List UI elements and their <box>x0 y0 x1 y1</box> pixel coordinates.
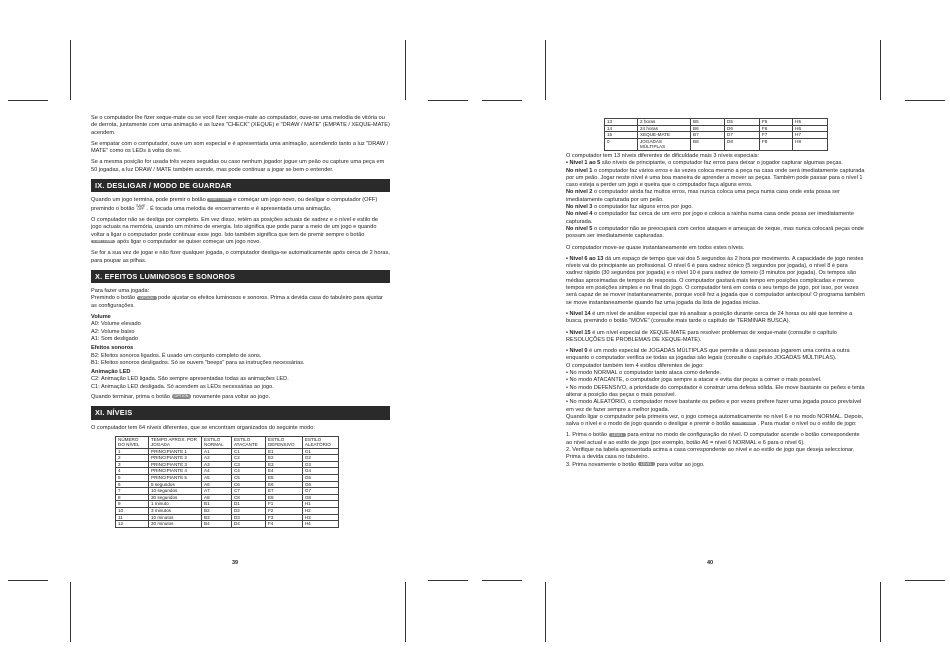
step-1 <box>566 432 866 447</box>
table-cell: A4 <box>202 468 232 475</box>
table-cell: 3 minutos <box>149 508 202 515</box>
level-14-lead: • Nível 14 <box>566 310 591 317</box>
table-cell: E2 <box>265 455 302 462</box>
table-cell: A8 <box>202 494 232 501</box>
save-label: SAVE <box>136 203 146 208</box>
table-cell: G3 <box>302 461 338 468</box>
table-row <box>116 448 339 455</box>
level-14-text: é um nível de análise especial que irá analisar a posição durante cerca de 24 horas ou até que termine a busca, premindo o botão "MOVE" (consulte mais tarde o capítulo de TERMINAR BUSCA). <box>566 310 853 325</box>
volume-item: A0: Volume elevado <box>91 321 141 328</box>
table-cell: 10 segundos <box>149 488 202 495</box>
table-cell: F5 <box>759 119 792 126</box>
option-button-icon: OPTION <box>172 394 192 399</box>
level-2-lead: No nível 2 <box>566 189 593 196</box>
table-cell: 15 <box>605 132 638 139</box>
ix-paragraph-1 <box>91 197 390 213</box>
table-cell: 30 minutos <box>149 521 202 528</box>
volume-item: A2: Volume baixo <box>91 328 135 335</box>
table-row <box>605 125 828 132</box>
ix-text-c: . É tocada uma melodia de encerramento e é apresentada uma animação. <box>147 205 332 212</box>
ix-text-e: após ligar o computador se quiser começar um jogo novo. <box>116 238 261 245</box>
sound-item: B2: Efeitos sonoros ligados. É usado um conjunto completo de sons. <box>91 352 262 359</box>
table-cell: G1 <box>302 448 338 455</box>
option-button-icon: OPTION <box>137 296 157 301</box>
table-cell: C5 <box>231 475 265 482</box>
table-cell: JOGADAS MÚLTIPLAS <box>638 138 691 150</box>
table-cell: 1 <box>116 448 149 455</box>
table-row <box>116 494 339 501</box>
level-0-lead: • Nível 0 <box>566 348 588 355</box>
table-header: NÚMERO DO NÍVEL <box>116 436 149 448</box>
x-paragraph-1: Para fazer uma jogada: <box>91 288 150 295</box>
start-game-button-icon: START GAME <box>733 420 755 425</box>
table-cell: PRINCIPIANTE 1 <box>149 448 202 455</box>
table-cell: 0 <box>605 138 638 150</box>
xi-paragraph-1: O computador tem 64 níveis diferentes, que se encontram organizados do seguinte modo: <box>91 424 315 431</box>
page-40 <box>475 0 950 672</box>
table-cell: PRINCIPIANTE 3 <box>149 461 202 468</box>
table-cell: H7 <box>793 132 828 139</box>
table-cell: G7 <box>302 488 338 495</box>
table-cell: 6 <box>116 481 149 488</box>
table-cell: E4 <box>265 468 302 475</box>
levels-instant: O computador move-se quase instantaneamente em todos estes níveis. <box>566 244 745 251</box>
table-row <box>116 508 339 515</box>
level-5-lead: No nível 5 <box>566 225 593 232</box>
page-number: 40 <box>707 560 714 566</box>
level-3-lead: No nível 3 <box>566 204 593 211</box>
table-cell: B4 <box>202 521 232 528</box>
table-cell: 8 <box>116 494 149 501</box>
table-row <box>116 481 339 488</box>
table-row <box>116 521 339 528</box>
table-cell: E1 <box>265 448 302 455</box>
level-1-text: o computador faz vários erros e às vezes coloca mesmo a peça na casa onde será imediatamente capturada por um peão. Jogar neste nível é uma boa maneira de aprender a mover as peças. Também pode passar para o nível 1 caso esteja a perder um jogo e queira que o computador faça alguns erros. <box>566 167 865 189</box>
level-2-text: o computador ainda faz muitos erros, mas nunca coloca uma peça numa casa onde esta possa ser imediatamente capturada por um peão. <box>566 189 840 203</box>
level-15-text: é um nível especial de XEQUE-MATE para resolver problemas de xeque-mate (consulte o capítulo RESOLUÇÕES DE PROBLEMAS DE XEQUE-MATE). <box>566 329 837 343</box>
levels-table-body <box>116 448 339 527</box>
table-cell: G2 <box>302 455 338 462</box>
x-end-text-b: novamente para voltar ao jogo. <box>192 393 271 400</box>
ix-text-d: O computador não se desliga por completo. Em vez disso, retém as posições actuais de xadrez e o nível e estilo de jogo actuais na memória, usando um mínimo de energia. Isto significa que pode parar a meio de um jogo e quando voltar a ligar o computador pode continuar esse jogo. Isto também significa que tem de premir sempre o botão <box>91 217 378 238</box>
table-cell: H4 <box>302 521 338 528</box>
table-cell: B6 <box>691 125 725 132</box>
level-button-icon: LEVEL <box>638 462 655 467</box>
table-cell: C4 <box>231 468 265 475</box>
levels-1-5-lead: • Nível 1 ao 5 <box>566 160 601 167</box>
table-cell: H3 <box>302 514 338 521</box>
table-cell: D8 <box>725 138 760 150</box>
table-row <box>116 468 339 475</box>
page-number: 39 <box>232 560 239 566</box>
table-cell: H1 <box>302 501 338 508</box>
levels-table <box>115 436 339 528</box>
table-cell: A5 <box>202 475 232 482</box>
style-item: • No modo ATACANTE, o computador joga sempre a atacar e evita dar peças a comer o mais possível. <box>566 377 822 384</box>
table-header: ESTILO DEFENSIVO <box>265 436 302 448</box>
table-cell: D7 <box>725 132 760 139</box>
levels-6-13-text: dá um espaço de tempo que vai dos 5 segundos às 2 hora por movimento. A capacidade de jogo nestes níveis vai do principiante ao profissional. O nível 6 é para xadrez sónico (5 segundos por jogada), o nível 8 é para xadrez rápido (30 segundos por jogada) e o nível 10 é para xadrez de torneio (3 minutos por jogada). Os tempos são médias aproximadas de tempos de resposta. O computador gastará mais tempo em posições complicadas e menos tempos em posições simples e no final do jogo. O computador terá em conta o seu tempo de jogo, por isso, por vezes será capaz de se mover instantaneamente, porque você fez a jogada que o computador antecipou! O programa também se move instantaneamente quando faz uma jogada da lista de jogadas inicias. <box>566 255 865 306</box>
table-cell: A6 <box>202 481 232 488</box>
table-cell: E8 <box>265 494 302 501</box>
table-cell: 12 <box>116 521 149 528</box>
table-cell: D4 <box>231 521 265 528</box>
table-header: TEMPO APROX. POR JOGADA <box>149 436 202 448</box>
table-cell: D5 <box>725 119 760 126</box>
table-cell: F1 <box>265 501 302 508</box>
table-cell: 4 <box>116 468 149 475</box>
table-cell: 7 <box>116 488 149 495</box>
x-paragraph-end <box>91 394 390 401</box>
table-cell: A3 <box>202 461 232 468</box>
table-cell: B5 <box>691 119 725 126</box>
style-item: • No modo ALEATÓRIO, o computador move bastante os peões e por vezes prefere fazer uma jogada pouco previsível em vez de fazer sempre a melhor jogada. <box>566 399 862 413</box>
table-cell: PRINCIPIANTE 5 <box>149 475 202 482</box>
table-cell: E3 <box>265 461 302 468</box>
table-header: ESTILO ATACANTE <box>231 436 265 448</box>
table-cell: 5 segundos <box>149 481 202 488</box>
ix-paragraph-3: Se for a sua vez de jogar e não fizer qualquer jogada, o computador desliga-se automaticamente após cerca de 2 horas, para poupar as pilhas. <box>91 250 390 264</box>
table-cell: H8 <box>793 138 828 150</box>
table-cell: A2 <box>202 455 232 462</box>
level-15-lead: • Nível 15 <box>566 329 591 336</box>
table-row <box>605 119 828 126</box>
table-cell: B2 <box>202 508 232 515</box>
ix-text-a: Quando um jogo termina, pode premir o botão <box>91 197 206 204</box>
ix-paragraph-2 <box>91 217 390 246</box>
section-ix-heading: IX. DESLIGAR / MODO DE GUARDAR <box>91 179 390 192</box>
levels-intro: O computador tem 13 níveis diferentes de dificuldade mais 3 níveis especiais: <box>566 153 760 159</box>
table-cell: G4 <box>302 468 338 475</box>
animation-heading: Animação LED <box>91 369 131 376</box>
level-14 <box>566 311 866 326</box>
level-1-desc <box>566 168 866 190</box>
level-button-icon: LEVEL <box>609 433 626 438</box>
volume-heading: Volume <box>91 314 111 321</box>
intro-paragraph-1: Se o computador lhe fizer xeque-mate ou se você fizer xeque-mate ao computador, ouve-se uma melodia de vitória ou de derrota, juntamente com uma animação e as luzes "CHECK" (XEQUE) e "DRAW / MATE" (EMPATE / XEQUE-MATE) acendem. <box>91 115 390 136</box>
table-row <box>116 488 339 495</box>
levels-1-5 <box>566 160 866 167</box>
table-cell: C2 <box>231 455 265 462</box>
style-item: • No modo DEFENSIVO, a prioridade do computador é construir uma defesa sólida. Ele move bastante os peões e tenta alterar a posição das peças o mais possível. <box>566 384 865 398</box>
table-cell: 2 <box>116 455 149 462</box>
levels-6-13-lead: • Nível 6 ao 13 <box>566 255 604 262</box>
level-3-text: o computador faz alguns erros por jogo. <box>592 204 693 211</box>
table-cell: D6 <box>725 125 760 132</box>
sound-item: B1: Efeitos sonoros desligados. Só se ouvem "beeps" para as instruções necessárias. <box>91 359 305 366</box>
table-cell: 11 <box>116 514 149 521</box>
table-cell: F3 <box>265 514 302 521</box>
table-cell: PRINCIPIANTE 4 <box>149 468 202 475</box>
table-cell: 9 <box>116 501 149 508</box>
x-text-a: Premindo o botão <box>91 295 136 302</box>
section-xi-heading: XI. NÍVEIS <box>91 406 390 419</box>
table-cell: C1 <box>231 448 265 455</box>
x-end-text-a: Quando terminar, prima o botão <box>91 393 170 400</box>
first-power-on <box>566 414 866 429</box>
table-cell: C7 <box>231 488 265 495</box>
ix-text-b: e começar um jogo novo, ou desligar o computador (OFF) premindo o botão <box>91 197 378 212</box>
table-cell: C8 <box>231 494 265 501</box>
left-column <box>91 115 390 528</box>
sound-heading: Efeitos sonoros <box>91 345 134 352</box>
table-cell: 24 horas <box>638 125 691 132</box>
table-cell: A1 <box>202 448 232 455</box>
table-cell: 3 <box>116 461 149 468</box>
levels-table-continued <box>604 118 828 151</box>
step-2: 2. Verifique na tabela apresentada acima a casa correspondente ao nível e ao estilo de jogo que deseja seleccionar. Prima a devida casa no tabuleiro. <box>566 446 855 461</box>
table-cell: XEQUE-MATE <box>638 132 691 139</box>
level-4-lead: No nível 4 <box>566 211 593 218</box>
table-row <box>116 501 339 508</box>
section-x-heading: X. EFEITOS LUMINOSOS E SONOROS <box>91 270 390 283</box>
table-cell: 1 minuto <box>149 501 202 508</box>
styles-intro: O computador também tem 4 estilos diferentes de jogo: <box>566 362 704 369</box>
table-cell: 5 <box>116 475 149 482</box>
table-cell: H5 <box>793 119 828 126</box>
table-cell: E7 <box>265 488 302 495</box>
first-power-on-text-a: Quando ligar o computador pela primeira vez, o jogo começa automaticamente no nível 6 e no modo NORMAL. Depois, salva o nível e o modo de jogo quando o desligar e premir o botão <box>566 413 864 428</box>
table-cell: 10 <box>116 508 149 515</box>
table-cell: D1 <box>231 501 265 508</box>
table-cell: F7 <box>759 132 792 139</box>
table-row <box>605 138 828 150</box>
table-cell: D2 <box>231 508 265 515</box>
intro-paragraph-2: Se empatar com o computador, ouve um som especial e é apresentada uma animação, acendendo tanto a luz "DRAW / MATE" como os LEDs à volta do rei. <box>91 140 389 155</box>
table-cell: B8 <box>691 138 725 150</box>
off-label: OFF <box>137 207 145 212</box>
step-1-text-a: 1. Prima o botão <box>566 432 608 439</box>
style-item: • No modo NORMAL o computador tanto ataca como defende. <box>566 370 722 377</box>
save-off-button-icon <box>136 205 145 212</box>
table-cell: D3 <box>231 514 265 521</box>
level-5-text: o computador não se preocupará com certos ataques e ameaças de xeque, mas nunca colocará peças onde possam ser imediatamente capturadas. <box>566 225 864 240</box>
x-text-b: pode ajustar os efeitos luminosos e sonoros. Prima a devida casa do tabuleiro para ajustar as configurações. <box>91 295 383 309</box>
table-cell: F8 <box>759 138 792 150</box>
table-cell: F2 <box>265 508 302 515</box>
x-paragraph-2 <box>91 295 390 310</box>
table-header: ESTILO NORMAL <box>202 436 232 448</box>
table-header: ESTILO ALEATÓRIO <box>302 436 338 448</box>
table-cell: G5 <box>302 475 338 482</box>
levels-1-5-text: são níveis de principiante, o computador faz erros para deixar o jogador capturar algumas peças. <box>600 160 843 167</box>
table-cell: H2 <box>302 508 338 515</box>
table-cell: F4 <box>265 521 302 528</box>
table-cell: B3 <box>202 514 232 521</box>
intro-paragraph-3: Se a mesma posição for usada três vezes seguidas ou caso nenhum jogador jogue um peão ou capture uma peça em 50 jogadas, a luz DRAW / MATE também acende, mas pode continuar a jogar se bem o entender. <box>91 159 385 173</box>
table-cell: 2 horas <box>638 119 691 126</box>
level-1-lead: No nível 1 <box>566 167 593 174</box>
table-cell: E5 <box>265 475 302 482</box>
level-0 <box>566 348 866 363</box>
table-row <box>116 475 339 482</box>
table-cell: C3 <box>231 461 265 468</box>
table-row <box>116 455 339 462</box>
step-3 <box>566 462 866 469</box>
step-1-text-b: para entrar no modo de configuração do nível. O computador acende o botão correspondente ao nível actual e ao estilo de jogo (por exemplo, botão A6 = nível 6 NORMAL e 6 para o nível 6). <box>566 432 860 446</box>
level-4-desc <box>566 211 866 226</box>
animation-item: C1: Animação LED desligada. Só acendem as LEDs necessárias ao jogo. <box>91 383 274 390</box>
level-2-desc <box>566 189 866 204</box>
table-row <box>116 514 339 521</box>
table-cell: G8 <box>302 494 338 501</box>
level-15 <box>566 330 866 345</box>
start-game-button-icon: START GAME <box>93 238 114 243</box>
table-cell: H6 <box>793 125 828 132</box>
start-game-button-icon: START GAME <box>209 197 230 202</box>
levels-6-13 <box>566 256 866 307</box>
level-4-text: o computador faz cerca de um erro por jogo e coloca a rainha numa casa onde possa ser imediatamente capturada. <box>566 211 854 225</box>
table-header-row <box>116 436 339 448</box>
levels-table-continued-body <box>605 119 828 151</box>
level-5-desc <box>566 226 866 241</box>
table-cell: 30 segundos <box>149 494 202 501</box>
level-3-desc <box>566 204 866 211</box>
table-row <box>605 132 828 139</box>
table-cell: 13 <box>605 119 638 126</box>
level-0-text: é um modo especial de JOGADAS MÚLTIPLAS que permite a duas pessoas jogarem uma contra a outra enquanto o computador verifica se todas as jogadas são legais (consulte o capítulo JOGADAS MÚLTIPLAS). <box>566 348 850 362</box>
first-power-on-text-b: . Para mudar o nível ou o estilo de jogo: <box>757 421 857 428</box>
table-cell: B7 <box>691 132 725 139</box>
table-cell: F6 <box>759 125 792 132</box>
table-cell: 14 <box>605 125 638 132</box>
table-cell: C6 <box>231 481 265 488</box>
volume-item: A1: Som desligado <box>91 335 138 342</box>
animation-item: C2: Animação LED ligada. São sempre apresentadas todas as animações LED. <box>91 376 289 383</box>
step-3-text-a: 3. Prima novamente o botão <box>566 461 637 468</box>
table-cell: 10 minutos <box>149 514 202 521</box>
table-cell: A7 <box>202 488 232 495</box>
table-cell: PRINCIPIANTE 2 <box>149 455 202 462</box>
table-cell: B1 <box>202 501 232 508</box>
table-cell: E6 <box>265 481 302 488</box>
step-3-text-b: para voltar ao jogo. <box>656 461 705 468</box>
table-cell: G6 <box>302 481 338 488</box>
right-column <box>566 153 866 469</box>
table-row <box>116 461 339 468</box>
